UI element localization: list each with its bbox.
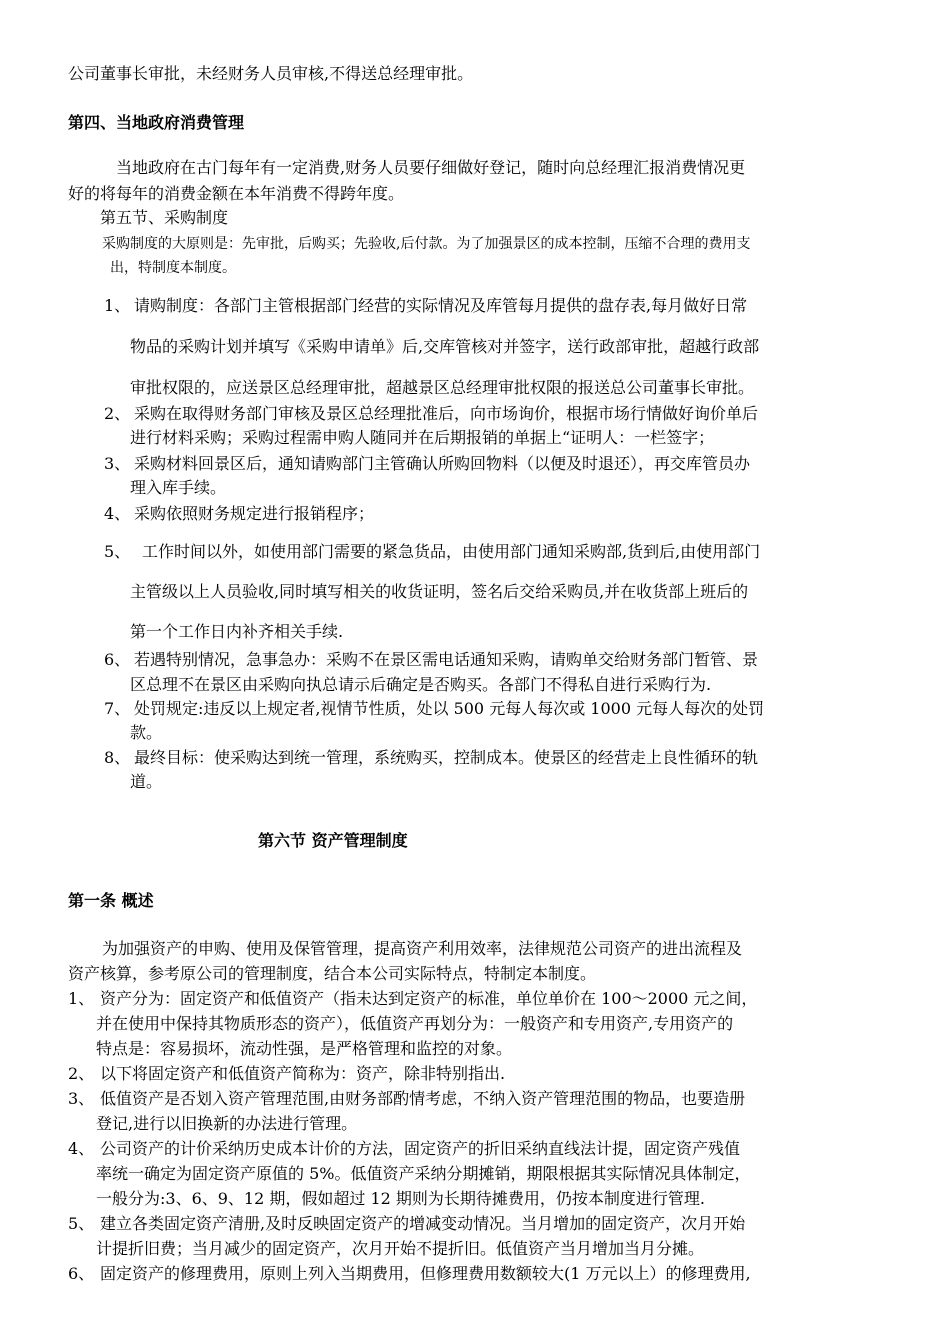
list-number: 1、 (68, 989, 95, 1008)
list-number: 3、 (68, 1089, 95, 1108)
list-number: 8、 (104, 748, 131, 767)
list-item-text: 采购材料回景区后，通知请购部门主管确认所购回物料（以便及时退还），再交库管员办 (134, 454, 751, 473)
list-number: 7、 (104, 699, 131, 718)
list-number: 5、 (68, 1214, 95, 1233)
list-item-text: 请购制度：各部门主管根据部门经营的实际情况及库管每月提供的盘存表,每月做好日常 (134, 296, 748, 315)
list-item-text: 特点是：容易损坏，流动性强，是严格管理和监控的对象。 (96, 1039, 513, 1058)
list-item-text: 物品的采购计划并填写《采购申请单》后,交库管核对并签字，送行政部审批，超越行政部 (130, 337, 760, 356)
list-number: 6、 (104, 650, 131, 669)
list-item-text: 审批权限的，应送景区总经理审批，超越景区总经理审批权限的报送总公司董事长审批。 (130, 378, 755, 397)
list-item-text: 若遇特别情况，急事急办：采购不在景区需电话通知采购，请购单交给财务部门暂管、景 (134, 650, 759, 669)
list-item-text: 以下将固定资产和低值资产简称为：资产，除非特别指出. (100, 1064, 506, 1083)
article-heading: 第一条 概述 (68, 891, 154, 910)
text-line: 采购制度的大原则是：先审批，后购买；先验收,后付款。为了加强景区的成本控制，压缩不合理的费用支 (102, 236, 751, 252)
text-line: 为加强资产的申购、使用及保管管理，提高资产利用效率，法律规范公司资产的进出流程及 (102, 939, 743, 958)
list-item-text: 第一个工作日内补齐相关手续. (130, 622, 344, 641)
list-item-text: 采购在取得财务部门审核及景区总经理批准后，向市场询价，根据市场行情做好询价单后 (134, 404, 759, 423)
list-item-text: 进行材料采购；采购过程需申购人随同并在后期报销的单据上“证明人：一栏签字； (130, 428, 715, 447)
list-item-text: 理入库手续。 (130, 478, 227, 497)
list-number: 4、 (104, 504, 131, 523)
list-item-text: 登记,进行以旧换新的办法进行管理。 (96, 1114, 358, 1133)
list-item-text: 采购依照财务规定进行报销程序； (134, 504, 375, 523)
list-item-text: 率统一确定为固定资产原值的 5%。低值资产采纳分期摊销，期限根据其实际情况具体制定， (96, 1164, 751, 1183)
list-item-text: 道。 (130, 772, 163, 791)
section-heading: 第五节、采购制度 (100, 208, 229, 227)
list-number: 5、 (104, 542, 131, 561)
list-number: 1、 (104, 296, 131, 315)
text-line: 好的将每年的消费金额在本年消费不得跨年度。 (68, 184, 405, 203)
text-line: 当地政府在古门每年有一定消费,财务人员要仔细做好登记，随时向总经理汇报消费情况更 (116, 158, 746, 177)
list-item-text: 工作时间以外，如使用部门需要的紧急货品，由使用部门通知采购部,货到后,由使用部门 (142, 542, 761, 561)
list-item-text: 款。 (130, 723, 163, 742)
list-item-text: 资产分为：固定资产和低值资产（指未达到定资产的标准，单位单价在 100～2000 元之间， (100, 989, 758, 1008)
list-item-text: 建立各类固定资产清册,及时反映固定资产的增减变动情况。当月增加的固定资产，次月开始 (100, 1214, 746, 1233)
list-item-text: 主管级以上人员验收,同时填写相关的收货证明，签名后交给采购员,并在收货部上班后的 (130, 582, 749, 601)
text-line: 资产核算，参考原公司的管理制度，结合本公司实际特点，特制定本制度。 (68, 964, 597, 983)
list-item-text: 公司资产的计价采纳历史成本计价的方法，固定资产的折旧采纳直线法计提，固定资产残值 (100, 1139, 741, 1158)
list-item-text: 处罚规定:违反以上规定者,视情节性质，处以 500 元每人每次或 1000 元每人每次的处罚 (134, 699, 765, 718)
list-item-text: 低值资产是否划入资产管理范围,由财务部酌情考虑，不纳入资产管理范围的物品，也要造册 (100, 1089, 746, 1108)
list-item-text: 固定资产的修理费用，原则上列入当期费用，但修理费用数额较大(1 万元以上）的修理费用, (100, 1264, 751, 1283)
list-item-text: 计提折旧费；当月减少的固定资产，次月开始不提折旧。低值资产当月增加当月分摊。 (96, 1239, 705, 1258)
text-line: 出，特制度本制度。 (110, 260, 236, 276)
list-number: 3、 (104, 454, 131, 473)
list-number: 6、 (68, 1264, 95, 1283)
section-heading: 第六节 资产管理制度 (258, 831, 408, 850)
list-item-text: 并在使用中保持其物质形态的资产），低值资产再划分为：一般资产和专用资产,专用资产的 (96, 1014, 734, 1033)
list-item-text: 区总理不在景区由采购向执总请示后确定是否购买。各部门不得私自进行采购行为. (130, 675, 712, 694)
text-line: 公司董事长审批，未经财务人员审核,不得送总经理审批。 (68, 64, 474, 83)
list-item-text: 一般分为:3、6、9、12 期，假如超过 12 期则为长期待摊费用，仍按本制度进行管理. (96, 1189, 705, 1208)
section-heading: 第四、当地政府消费管理 (68, 113, 245, 132)
list-number: 2、 (68, 1064, 95, 1083)
list-number: 2、 (104, 404, 131, 423)
list-item-text: 最终目标：使采购达到统一管理，系统购买，控制成本。使景区的经营走上良性循环的轨 (134, 748, 759, 767)
list-number: 4、 (68, 1139, 95, 1158)
